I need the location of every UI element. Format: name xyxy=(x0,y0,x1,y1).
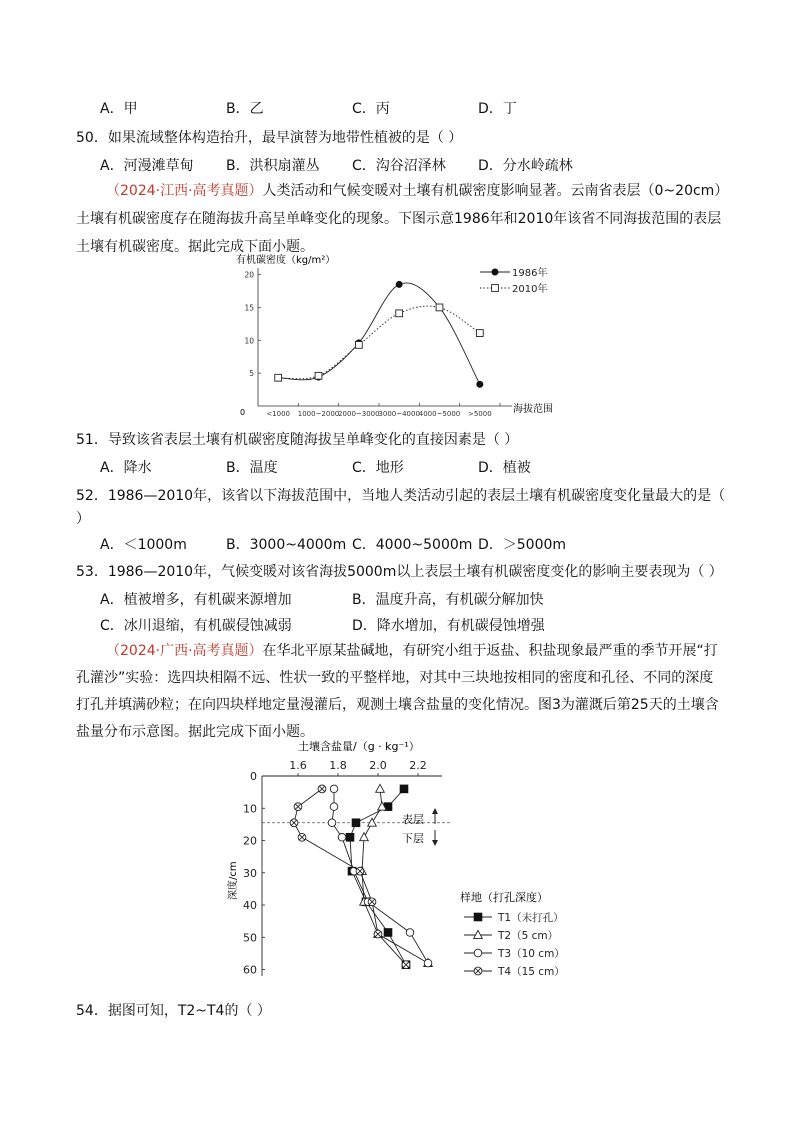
chart1-legend-label: 1986年 xyxy=(512,268,548,279)
chart2-legend-marker xyxy=(474,967,482,975)
material1-line2: 土壤有机碳密度存在随海拔升高呈单峰变化的现象。下图示意1986年和2010年该省不同海拔范围的表层 xyxy=(76,211,722,227)
material1-line3: 土壤有机碳密度。据此完成下面小题。 xyxy=(76,239,314,255)
chart1-series-line xyxy=(278,283,480,384)
chart2-data-point xyxy=(346,833,354,841)
q50-stem: 50．如果流域整体构造抬升，最早演替为地带性植被的是（ ） xyxy=(76,130,463,146)
chart1-data-point xyxy=(477,381,483,387)
material2-text: 在华北平原某盐碱地，有研究小组于返盐、积盐现象最严重的季节开展“打 xyxy=(262,643,718,659)
chart2-data-point xyxy=(298,833,306,841)
q51-option-b: B．温度 xyxy=(226,460,278,476)
lower-layer-label: 下层 xyxy=(402,832,424,845)
chart1-xtick-label: 1000~2000 xyxy=(297,410,340,418)
chart2-axes xyxy=(243,759,450,977)
chart2-xtick-label: 1.6 xyxy=(289,759,307,772)
chart1-origin: 0 xyxy=(240,408,246,417)
chart2-series-line xyxy=(294,789,406,965)
chart2-data-point xyxy=(330,803,338,811)
chart2-data-point xyxy=(318,785,326,793)
q52-option-c: C．4000~5000m xyxy=(352,537,473,553)
q53-option-c: C．冰川退缩，有机碳侵蚀减弱 xyxy=(100,618,292,634)
chart2-ytick-label: 20 xyxy=(243,834,257,848)
material2-line1 xyxy=(106,640,718,660)
chart1-data-point xyxy=(275,374,282,381)
chart2-legend-label: T1（未打孔） xyxy=(498,912,564,924)
q50-option-a: A．河漫滩草甸 xyxy=(100,158,194,174)
chart2-ytick-label: 50 xyxy=(243,931,257,945)
chart2-ytick-label: 60 xyxy=(243,963,257,977)
chart2-legend xyxy=(464,911,565,978)
q52-stem-line2: ） xyxy=(76,511,90,527)
chart1-xtick-label: 3000~4000 xyxy=(378,410,420,418)
material2-source: （2024·广西·高考真题） xyxy=(106,643,263,659)
chart1-data-point xyxy=(476,330,483,337)
chart2-xtick-label: 2.2 xyxy=(409,759,427,772)
soil-salt-chart xyxy=(220,738,620,988)
layer-arrows xyxy=(432,808,438,846)
chart2-data-point xyxy=(400,785,408,793)
organic-carbon-chart xyxy=(228,248,578,422)
q49-option-b: B．乙 xyxy=(226,101,264,117)
material2-line4: 盐量分布示意图。据此完成下面小题。 xyxy=(76,724,314,740)
q50-options xyxy=(100,155,604,175)
chart1-legend-label: 2010年 xyxy=(512,284,548,295)
chart2-data-point xyxy=(360,833,369,841)
chart2-legend-marker xyxy=(474,930,483,938)
q52-option-d: D．＞5000m xyxy=(478,537,567,553)
chart1-marks xyxy=(275,281,483,387)
q49-option-c: C．丙 xyxy=(352,101,390,117)
chart2-legend-marker xyxy=(474,949,482,957)
chart1-axes xyxy=(244,268,512,418)
chart2-legend-marker xyxy=(474,913,482,921)
chart2-data-point xyxy=(406,929,414,937)
q51-option-c: C．地形 xyxy=(352,460,404,476)
chart1-ytick-label: 15 xyxy=(244,303,254,313)
material1-source: （2024·江西·高考真题） xyxy=(106,183,263,199)
chart1-legend-marker xyxy=(492,269,498,275)
material1-text: 人类活动和气候变暖对土壤有机碳密度影响显著。云南省表层（0~20cm） xyxy=(262,183,729,199)
chart1-ytick-label: 10 xyxy=(244,336,254,346)
chart2-data-point xyxy=(290,819,298,827)
material2-line3: 打孔并填满砂粒；在向四块样地定量漫灌后，观测土壤含盐量的变化情况。图3为灌溉后第25天的土壤含 xyxy=(76,697,719,713)
chart1-series-line xyxy=(278,306,480,379)
upper-layer-label: 表层 xyxy=(402,813,424,826)
chart2-legend-label: T4（15 cm） xyxy=(498,966,565,978)
chart2-data-point xyxy=(294,803,302,811)
chart2-title: 土壤含盐量/（g · kg⁻¹） xyxy=(298,740,420,753)
chart1-xtick-label: >5000 xyxy=(467,410,492,418)
q51-option-a: A．降水 xyxy=(100,460,152,476)
chart2-data-point xyxy=(424,959,432,967)
material2-line2: 孔灌沙”实验：选四块相隔不远、性状一致的平整样地，对其中三块地按相同的密度和孔径、不同的深度 xyxy=(76,670,714,686)
chart2-ylabel: 深度/cm xyxy=(228,861,239,900)
chart2-data-point xyxy=(356,867,364,875)
chart2-marks xyxy=(290,784,432,968)
chart2-data-point xyxy=(384,929,392,937)
material1-line1 xyxy=(106,180,728,200)
q52-option-b: B．3000~4000m xyxy=(226,537,347,553)
chart2-legend-label: T3（10 cm） xyxy=(498,948,565,960)
chart2-data-point xyxy=(368,818,377,826)
q53-option-b: B．温度升高，有机碳分解加快 xyxy=(352,592,544,608)
q53-option-d: D．降水增加，有机碳侵蚀增强 xyxy=(352,618,545,634)
q52-options xyxy=(100,534,604,554)
q49-option-d: D．丁 xyxy=(478,101,517,117)
chart1-ytick-label: 5 xyxy=(249,369,254,379)
q53-options-row1 xyxy=(100,589,604,609)
q50-option-c: C．沟谷沼泽林 xyxy=(352,158,446,174)
chart2-xtick-label: 2.0 xyxy=(369,759,387,772)
chart2-ytick-label: 0 xyxy=(250,770,257,783)
chart1-data-point xyxy=(396,281,402,287)
chart1-xlabel: 海拔范围 xyxy=(513,404,553,415)
q49-option-a: A．甲 xyxy=(100,101,138,117)
chart2-data-point xyxy=(330,785,338,793)
chart2-data-point xyxy=(368,898,376,906)
chart1-xtick-label: 4000~5000 xyxy=(418,410,461,418)
q52-stem-line1: 52．1986—2010年，该省以下海拔范围中，当地人类活动引起的表层土壤有机碳密度变化量最大的是（ xyxy=(76,488,726,504)
q53-options-row2 xyxy=(100,615,604,635)
q49-options xyxy=(100,98,604,118)
q50-option-d: D．分水岭疏林 xyxy=(478,158,573,174)
q50-option-b: B．洪积扇灌丛 xyxy=(226,158,320,174)
chart2-data-point xyxy=(338,833,346,841)
chart1-ytick-label: 20 xyxy=(244,270,254,280)
chart2-data-point xyxy=(374,930,382,938)
chart1-legend xyxy=(480,266,547,295)
q53-option-a: A．植被增多，有机碳来源增加 xyxy=(100,592,292,608)
chart1-data-point xyxy=(396,310,403,317)
chart1-data-point xyxy=(355,341,362,348)
chart2-data-point xyxy=(352,819,360,827)
chart2-ytick-label: 30 xyxy=(243,866,257,880)
chart2-data-point xyxy=(328,819,336,827)
q53-stem: 53．1986—2010年，气候变暖对该省海拔5000m以上表层土壤有机碳密度变化的影响主要表现为（ ） xyxy=(76,564,723,580)
q51-option-d: D．植被 xyxy=(478,460,531,476)
chart2-legend-title: 样地（打孔深度） xyxy=(460,891,548,904)
chart2-legend-label: T2（5 cm） xyxy=(498,930,559,942)
q51-stem: 51．导致该省表层土壤有机碳密度随海拔呈单峰变化的直接因素是（ ） xyxy=(76,432,519,448)
chart1-legend-marker xyxy=(492,285,499,292)
chart1-data-point xyxy=(436,304,443,311)
chart2-data-point xyxy=(376,784,385,792)
chart1-xtick-label: 2000~3000 xyxy=(338,410,380,418)
chart1-data-point xyxy=(315,372,322,379)
chart2-ytick-label: 40 xyxy=(243,899,257,913)
chart2-data-point xyxy=(402,961,410,969)
q52-option-a: A．＜1000m xyxy=(100,537,187,553)
q51-options xyxy=(100,457,604,477)
chart1-xtick-label: <1000 xyxy=(266,410,291,418)
chart2-ytick-label: 10 xyxy=(243,802,257,816)
chart2-xtick-label: 1.8 xyxy=(329,759,347,772)
q54-stem: 54．据图可知，T2~T4的（ ） xyxy=(76,1003,271,1019)
chart1-ylabel: 有机碳密度（kg/m²） xyxy=(236,255,336,266)
